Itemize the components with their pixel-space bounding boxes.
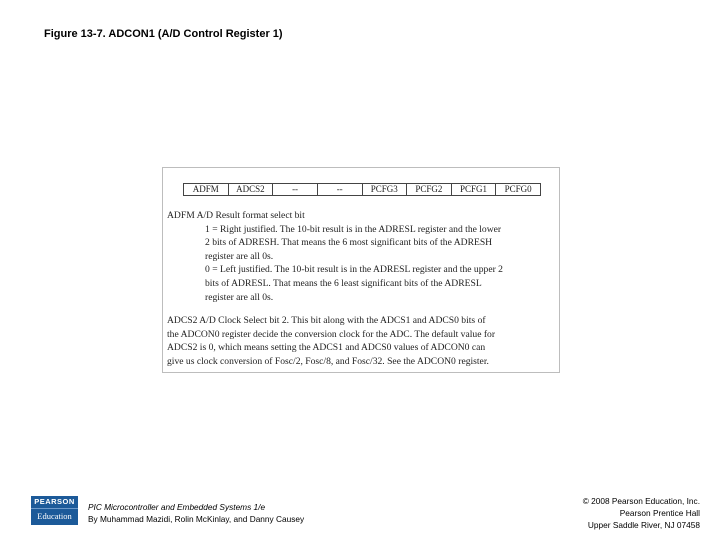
adfm-heading: ADFM A/D Result format select bit	[167, 210, 305, 221]
register-bit-cell: ADCS2	[228, 184, 273, 195]
adcs2-line: ADCS2 is 0, which means setting the ADCS1 and ADCS0 values of ADCON0 can	[167, 342, 486, 354]
adcs2-line: give us clock conversion of Fosc/2, Fosc/8, and Fosc/32. See the ADCON0 register.	[167, 355, 489, 367]
register-bit-cell: PCFG2	[406, 184, 451, 195]
adcs2-line: ADCS2 A/D Clock Select bit 2. This bit along with the ADCS1 and ADCS0 bits of	[167, 315, 486, 326]
adfm-line: register are all 0s.	[205, 291, 274, 303]
adfm-line: 1 = Right justified. The 10-bit result is in the ADRESL register and the lower	[205, 223, 502, 235]
book-info	[88, 501, 304, 525]
adcs2-line: the ADCON0 register decide the conversion clock for the ADC. The default value for	[167, 328, 496, 340]
slide-title: Figure 13-7. ADCON1 (A/D Control Register 1)	[44, 28, 283, 40]
publisher-info	[583, 495, 700, 531]
register-bit-cell: --	[272, 184, 317, 195]
register-bit-table	[183, 183, 541, 196]
register-bit-cell: ADFM	[183, 184, 228, 195]
publisher-name: Pearson Prentice Hall	[619, 508, 700, 518]
register-figure	[162, 167, 560, 373]
register-bit-cell: PCFG3	[362, 184, 407, 195]
logo-top-text: PEARSON	[31, 496, 78, 509]
publisher-location: Upper Saddle River, NJ 07458	[587, 520, 700, 530]
register-bit-cell: PCFG0	[495, 184, 541, 195]
adcs2-description	[167, 314, 555, 368]
adfm-line: 2 bits of ADRESH. That means the 6 most significant bits of the ADRESH	[205, 237, 493, 249]
copyright-text: © 2008 Pearson Education, Inc.	[582, 496, 700, 506]
pearson-logo	[31, 496, 78, 525]
register-bit-cell: PCFG1	[451, 184, 496, 195]
adfm-line: 0 = Left justified. The 10-bit result is in the ADRESL register and the upper 2	[205, 264, 503, 276]
adfm-description	[167, 209, 555, 304]
register-bit-cell: --	[317, 184, 362, 195]
book-title: PIC Microcontroller and Embedded Systems 1/e	[88, 502, 266, 512]
book-authors: By Muhammad Mazidi, Rolin McKinlay, and Danny Causey	[88, 514, 305, 524]
logo-bottom-text: Education	[37, 511, 72, 521]
adfm-line: bits of ADRESL. That means the 6 least significant bits of the ADRESL	[205, 277, 482, 289]
adfm-line: register are all 0s.	[205, 250, 274, 262]
